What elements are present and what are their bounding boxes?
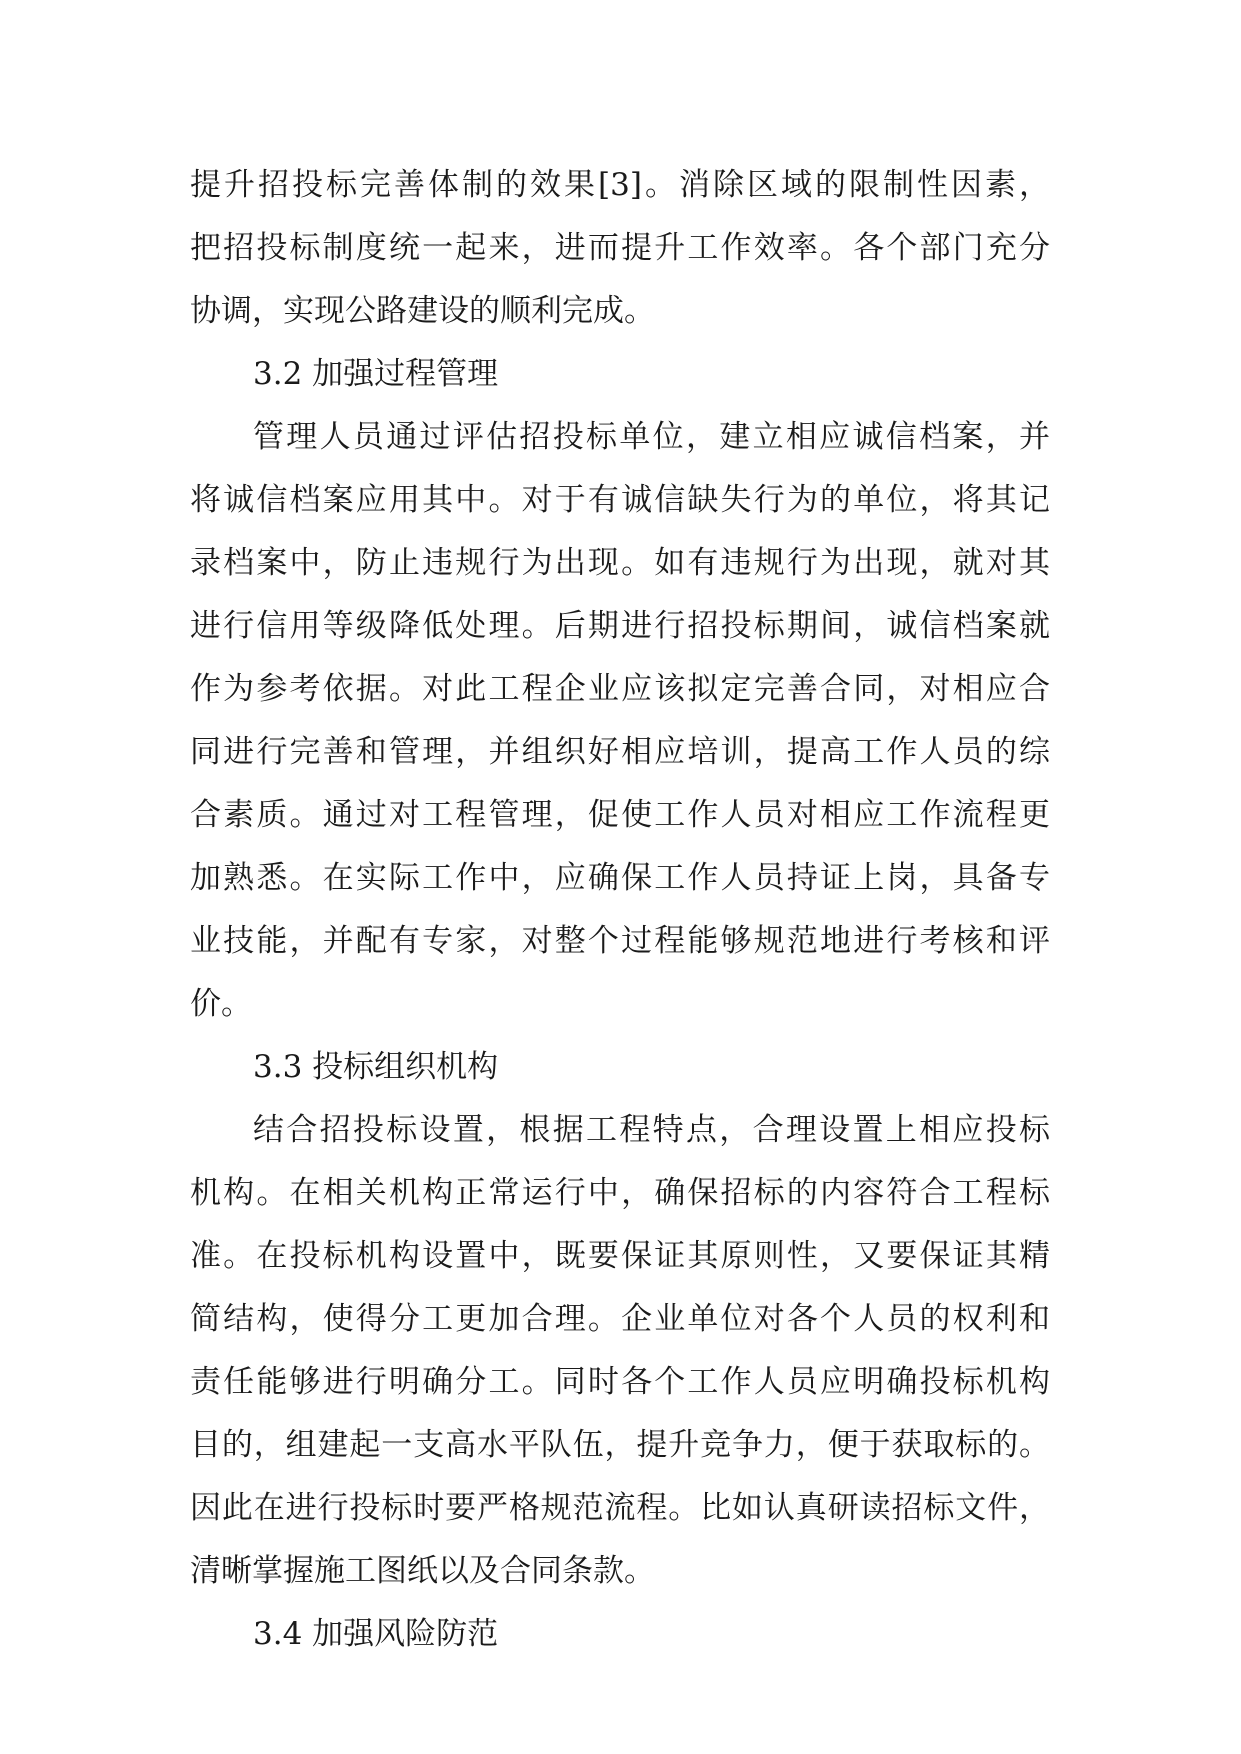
text-line: 把招投标制度统一起来，进而提升工作效率。各个部门充分 [190,230,1050,266]
text-line: 业技能，并配有专家，对整个过程能够规范地进行考核和评 [190,923,1050,959]
text-line: 管理人员通过评估招投标单位，建立相应诚信档案，并 [253,419,1050,455]
section-heading: 3.4 加强风险防范 [253,1616,499,1652]
section-heading: 3.2 加强过程管理 [253,356,499,392]
text-line: 协调，实现公路建设的顺利完成。 [190,293,655,329]
text-line: 作为参考依据。对此工程企业应该拟定完善合同，对相应合 [190,671,1050,707]
text-line: 机构。在相关机构正常运行中，确保招标的内容符合工程标 [190,1175,1050,1211]
text-line: 合素质。通过对工程管理，促使工作人员对相应工作流程更 [190,797,1050,833]
text-line: 加熟悉。在实际工作中，应确保工作人员持证上岗，具备专 [190,860,1050,896]
text-line: 价。 [190,986,252,1022]
text-line: 录档案中，防止违规行为出现。如有违规行为出现，就对其 [190,545,1050,581]
text-line: 进行信用等级降低处理。后期进行招投标期间，诚信档案就 [190,608,1050,644]
text-line: 清晰掌握施工图纸以及合同条款。 [190,1553,655,1589]
text-line: 责任能够进行明确分工。同时各个工作人员应明确投标机构 [190,1364,1050,1400]
text-line: 因此在进行投标时要严格规范流程。比如认真研读招标文件， [190,1490,1050,1526]
text-line: 简结构，使得分工更加合理。企业单位对各个人员的权利和 [190,1301,1050,1337]
text-line: 提升招投标完善体制的效果[3]。消除区域的限制性因素， [190,167,1050,203]
text-line: 同进行完善和管理，并组织好相应培训，提高工作人员的综 [190,734,1050,770]
text-line: 准。在投标机构设置中，既要保证其原则性，又要保证其精 [190,1238,1050,1274]
text-line: 目的，组建起一支高水平队伍，提升竞争力，便于获取标的。 [190,1427,1050,1463]
section-heading: 3.3 投标组织机构 [253,1049,499,1085]
text-line: 将诚信档案应用其中。对于有诚信缺失行为的单位，将其记 [190,482,1050,518]
text-line: 结合招投标设置，根据工程特点，合理设置上相应投标 [253,1112,1050,1148]
